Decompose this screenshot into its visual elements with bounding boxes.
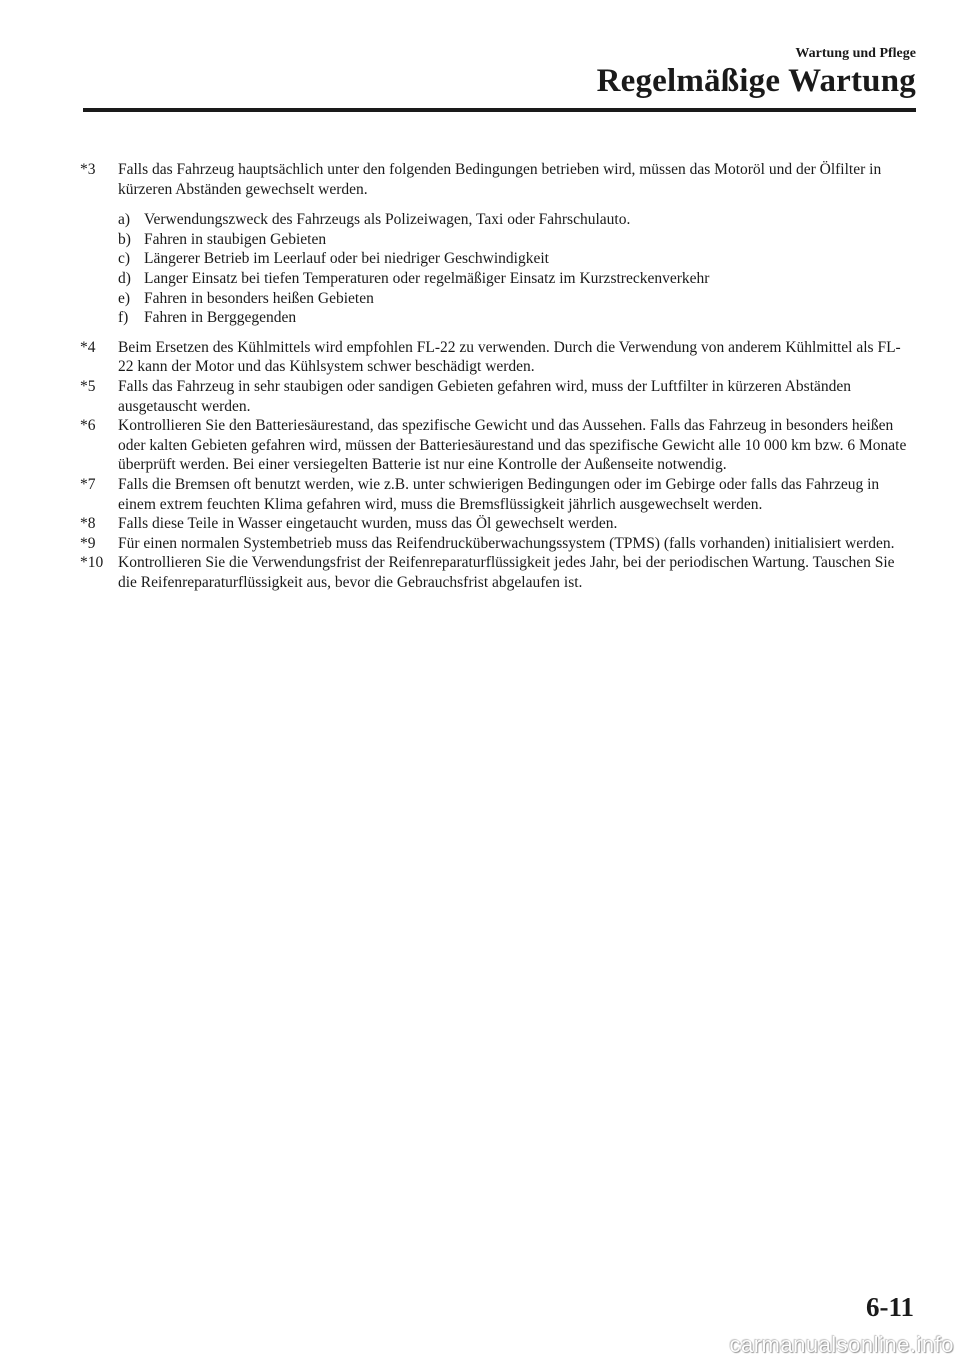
footnote-text: Falls das Fahrzeug hauptsächlich unter den folgenden Bedingungen betrieben wird, müssen das Motoröl und der Ölfilter in kürzeren Abständen gewechselt werden. (118, 161, 882, 198)
footnote-4 (80, 338, 916, 377)
footnote-number: *9 (80, 534, 96, 552)
list-marker: a) (118, 211, 131, 229)
footnote-text: Kontrollieren Sie den Batteriesäurestand, das spezifische Gewicht und das Aussehen. Falls das Fahrzeug in besonders heißen oder kalten Gebieten gefahren wird, müssen der Batteriesäurestand und das spezifische Gewicht alle 10 000 km bzw. 6 Monate überprüft werden. Bei einer versiegelten Batterie ist nur eine Kontrolle der Außenseite notwendig. (118, 417, 907, 474)
footnote-text: Falls diese Teile in Wasser eingetaucht wurden, muss das Öl gewechselt werden. (118, 515, 618, 533)
list-item-text: Fahren in Berggegenden (144, 309, 297, 327)
footnote-6 (80, 416, 916, 475)
list-item (80, 289, 916, 309)
list-item (80, 210, 916, 230)
footnote-number: *3 (80, 161, 96, 178)
page-title: Regelmäßige Wartung (596, 63, 916, 99)
footnote-7 (80, 475, 916, 514)
list-item-text: Fahren in staubigen Gebieten (144, 230, 327, 248)
list-marker: d) (118, 269, 131, 287)
footnote-number: *10 (80, 554, 104, 572)
page-number: 6-11 (865, 1292, 914, 1322)
footnote-10 (80, 553, 916, 592)
footnote-number: *5 (80, 377, 96, 395)
list-marker: c) (118, 250, 131, 268)
list-item-text: Fahren in besonders heißen Gebieten (144, 289, 374, 307)
footnote-9 (80, 534, 916, 554)
list-item-text: Verwendungszweck des Fahrzeugs als Polizeiwagen, Taxi oder Fahrschulauto. (144, 211, 631, 229)
title-rule (83, 108, 916, 112)
footnote-number: *6 (80, 417, 96, 435)
list-item-text: Langer Einsatz bei tiefen Temperaturen oder regelmäßiger Einsatz im Kurzstreckenverkehr (144, 269, 710, 287)
footnote-text: Falls das Fahrzeug in sehr staubigen oder sandigen Gebieten gefahren wird, muss der Luftfilter in kürzeren Abständen ausgetauscht werden. (118, 377, 852, 415)
footnote-3 (80, 160, 916, 199)
list-item (80, 269, 916, 289)
list-item (80, 230, 916, 250)
watermark: carmanualsonline.info (729, 1332, 954, 1357)
list-item-text: Längerer Betrieb im Leerlauf oder bei niedriger Geschwindigkeit (144, 250, 549, 268)
footnote-8 (80, 514, 916, 534)
footnote-number: *8 (80, 515, 96, 533)
section-label: Wartung und Pflege (795, 46, 916, 61)
list-item (80, 249, 916, 269)
condition-list (80, 210, 916, 328)
footnote-text: Beim Ersetzen des Kühlmittels wird empfohlen FL-22 zu verwenden. Durch die Verwendung von anderem Kühlmittel als FL-22 kann der Motor und das Kühlsystem schwer beschädigt werden. (118, 338, 901, 376)
footnote-number: *7 (80, 475, 96, 493)
footnote-text: Kontrollieren Sie die Verwendungsfrist der Reifenreparaturflüssigkeit jedes Jahr, bei der periodischen Wartung. Tauschen Sie die Reifenreparaturflüssigkeit aus, bevor die Gebrauchsfrist abgelaufen ist. (118, 554, 895, 591)
list-item (80, 308, 916, 328)
list-marker: b) (118, 230, 131, 248)
footnote-text: Falls die Bremsen oft benutzt werden, wie z.B. unter schwierigen Bedingungen oder im Gebirge oder falls das Fahrzeug in einem extrem feuchten Klima gefahren wird, muss die Bremsflüssigkeit jährlich ausgewechselt werden. (118, 475, 880, 513)
list-marker: e) (118, 289, 131, 307)
footnote-5 (80, 377, 916, 416)
list-marker: f) (118, 309, 129, 327)
footnote-number: *4 (80, 338, 96, 356)
footnote-list (80, 160, 916, 592)
footnote-text: Für einen normalen Systembetrieb muss das Reifendrucküberwachungssystem (TPMS) (falls vorhanden) initialisiert werden. (118, 534, 895, 552)
